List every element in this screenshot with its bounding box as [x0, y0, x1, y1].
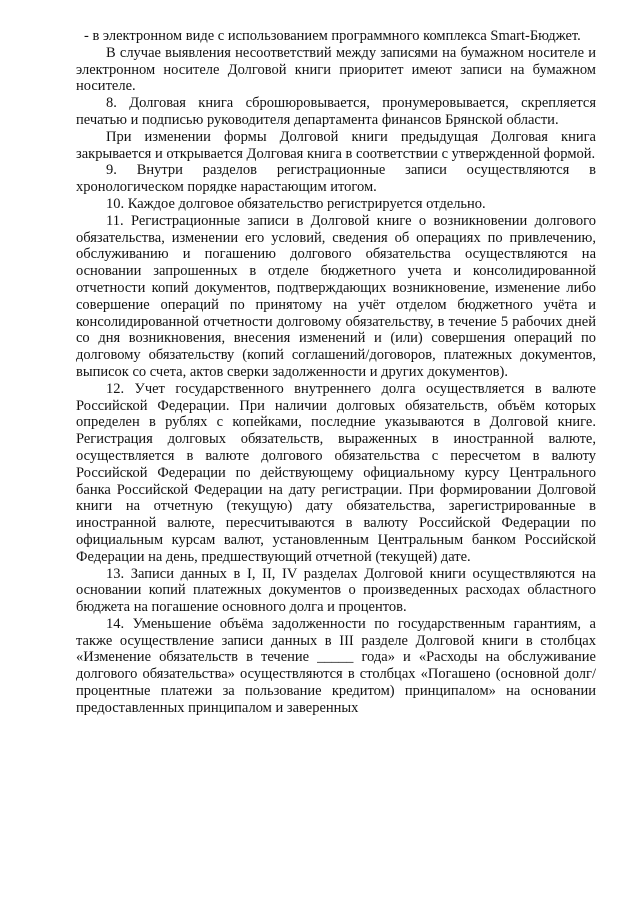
document-page [76, 28, 596, 717]
paragraph-14-guarantees: 14. Уменьшение объёма задолженности по государственным гарантиям, а также осуществление записи данных в III разделе Долговой книги в столбцах «Изменение обязательств в течение _____ года» и «Расходы на обслуживание долгового обязательства» осуществляются в столбцах «Погашено (основной долг/процентные платежи за пользование кредитом) принципалом» на основании предоставленных принципалом и заверенных [76, 615, 596, 716]
paragraph-form-change: При изменении формы Долговой книги предыдущая Долговая книга закрывается и открывается Долговая книга в соответствии с утвержденной формой. [76, 128, 596, 162]
paragraph-12-currency-accounting: 12. Учет государственного внутреннего долга осуществляется в валюте Российской Федерации. При наличии долговых обязательств, объём которых определен в рублях с копейками, последние указываются в Долговой книге. Регистрация долговых обязательств, выраженных в иностранной валюте, осуществляется в валюте долгового обязательства с пересчетом в валюту Российской Федерации по действующему официальному курсу Центрального банка Российской Федерации на дату регистрации. При формировании Долговой книги на отчетную (текущую) дату обязательства, зарегистрированные в иностранной валюте, пересчитываются в валюту Российской Федерации по официальным курсам валют, установленным Центральным банком Российской Федерации на день, предшествующий отчетной (текущей) дате. [76, 380, 596, 565]
paragraph-13-sections-records: 13. Записи данных в I, II, IV разделах Долговой книги осуществляются на основании копий платежных документов о произведенных расходах областного бюджета на погашение основного долга и процентов. [76, 565, 596, 616]
paragraph-8-binding: 8. Долговая книга сброшюровывается, пронумеровывается, скрепляется печатью и подписью руководителя департамента финансов Брянской области. [76, 95, 596, 128]
paragraph-9-chronological: 9. Внутри разделов регистрационные записи осуществляются в хронологическом порядке нарастающим итогом. [76, 162, 596, 196]
paragraph-discrepancy-priority: В случае выявления несоответствий между записями на бумажном носителе и электронном носителе Долговой книги приоритет имеют записи на бумажном носителе. [76, 44, 596, 95]
paragraph-10-separate-registration: 10. Каждое долговое обязательство регистрируется отдельно. [106, 195, 486, 212]
paragraph-11-registration-records: 11. Регистрационные записи в Долговой книге о возникновении долгового обязательства, изменении его условий, сведения об операциях по привлечению, обслуживанию и погашению долгового обязательства осуществляются на основании запрошенных в отделе бюджетного учета и консолидированной отчетности копий документов, подтверждающих возникновение, изменение либо совершение операций по принятому на учёт отделом бюджетного учёта и консолидированной отчетности долговому обязательству, в течение 5 рабочих дней со дня возникновения, внесения изменений и (или) совершения операций по долговому обязательству (копий соглашений/договоров, платежных документов, выписок со счета, актов сверки задолженности и других документов). [76, 212, 596, 380]
paragraph-electronic-form: - в электронном виде с использованием программного комплекса Smart-Бюджет. [84, 28, 581, 44]
